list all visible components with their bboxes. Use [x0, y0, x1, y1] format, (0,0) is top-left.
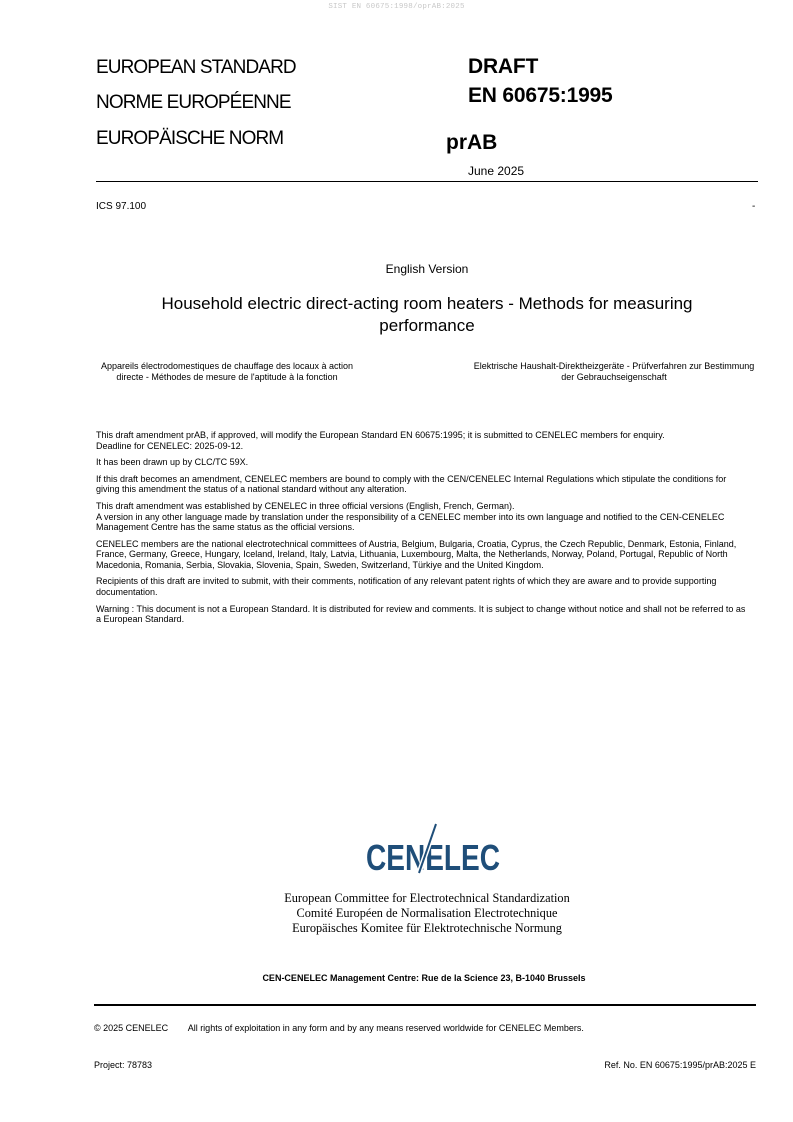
committee-name-fr: Comité Européen de Normalisation Electrotechnique [296, 906, 558, 920]
standard-number: EN 60675:1995 [468, 84, 613, 107]
document-title: Household electric direct-acting room heaters - Methods for measuring performance [161, 294, 693, 335]
version-label: English Version [385, 262, 469, 276]
copyright-notice: © 2025 CENELEC [94, 1023, 169, 1033]
ics-code: ICS 97.100 [96, 201, 147, 212]
standard-name-fr: NORME EUROPÉENNE [96, 92, 291, 113]
committee-names [96, 891, 758, 936]
project-number: Project: 78783 [94, 1060, 153, 1070]
watermark: SIST EN 60675:1998/oprAB:2025 [328, 3, 465, 11]
paragraph-members: CENELEC members are the national electrotechnical committees of Austria, Belgium, Bulgaria, Croatia, Cyprus, the Czech Republic, Denmark, Estonia, Finland, France, Germany, Greece, Hungary, Iceland, Ireland, Italy, Latvia, Lithuania, Luxembourg, Malta, the Netherlands, Norway, Poland, Portugal, Republic of North Macedonia, Romania, Serbia, Slovakia, Slovenia, Spain, Sweden, Switzerland, Türkiye and the United Kingdom. [96, 538, 737, 570]
standard-name-en: EUROPEAN STANDARD [96, 57, 296, 78]
paragraph-patents: Recipients of this draft are invited to submit, with their comments, notification of any relevant patent rights of which they are aware and to provide supporting documentation. [96, 576, 717, 597]
committee-name-en: European Committee for Electrotechnical Standardization [284, 891, 570, 905]
document-body [96, 430, 752, 631]
draft-label: DRAFT [468, 55, 539, 78]
paragraph-versions [96, 501, 752, 533]
approval-text: This draft amendment prAB, if approved, will modify the European Standard EN 60675:1995; it is submitted to CENELEC members for enquiry. [96, 430, 665, 440]
supersedes-field: - [752, 201, 756, 212]
paragraph-approval [96, 430, 752, 451]
reference-number: Ref. No. EN 60675:1995/prAB:2025 E [604, 1060, 756, 1070]
copyright-line [94, 1023, 584, 1033]
paragraph-committee: It has been drawn up by CLC/TC 59X. [96, 457, 249, 468]
translation-text: A version in any other language made by translation under the responsibility of a CENELEC member into its own language and notified to the CEN-CENELEC Management Centre has the same status as the official versions. [96, 511, 725, 533]
footer-divider [94, 1004, 756, 1006]
logo-wordmark: CENELEC [366, 837, 500, 878]
header-divider [96, 181, 758, 182]
title-german: Elektrische Haushalt-Direktheizgeräte - Prüfverfahren zur Bestimmung der Gebrauchseigenschaft [473, 361, 755, 382]
standard-name-de: EUROPÄISCHE NORM [96, 128, 284, 149]
management-centre-address: CEN-CENELEC Management Centre: Rue de la Science 23, B-1040 Brussels [262, 973, 586, 983]
cenelec-logo [366, 822, 502, 883]
publication-date: June 2025 [468, 164, 525, 178]
title-french: Appareils électrodomestiques de chauffage des locaux à action directe - Méthodes de mesure de l'aptitude à la fonction [101, 361, 353, 382]
paragraph-regulations: If this draft becomes an amendment, CENELEC members are bound to comply with the CEN/CENELEC Internal Regulations which stipulate the conditions for giving this amendment the status of a national standard without any alteration. [96, 473, 727, 495]
deadline-text: Deadline for CENELEC: 2025-09-12. [96, 440, 244, 451]
committee-name-de: Europäisches Komitee für Elektrotechnische Normung [292, 921, 562, 935]
versions-text: This draft amendment was established by CENELEC in three official versions (English, French, German). [96, 501, 515, 512]
paragraph-warning: Warning : This document is not a European Standard. It is distributed for review and comments. It is subject to change without notice and shall not be referred to as a European Standard. [96, 603, 746, 625]
rights-notice: All rights of exploitation in any form and by any means reserved worldwide for CENELEC Members. [187, 1023, 584, 1033]
amendment-label: prAB [446, 131, 498, 154]
